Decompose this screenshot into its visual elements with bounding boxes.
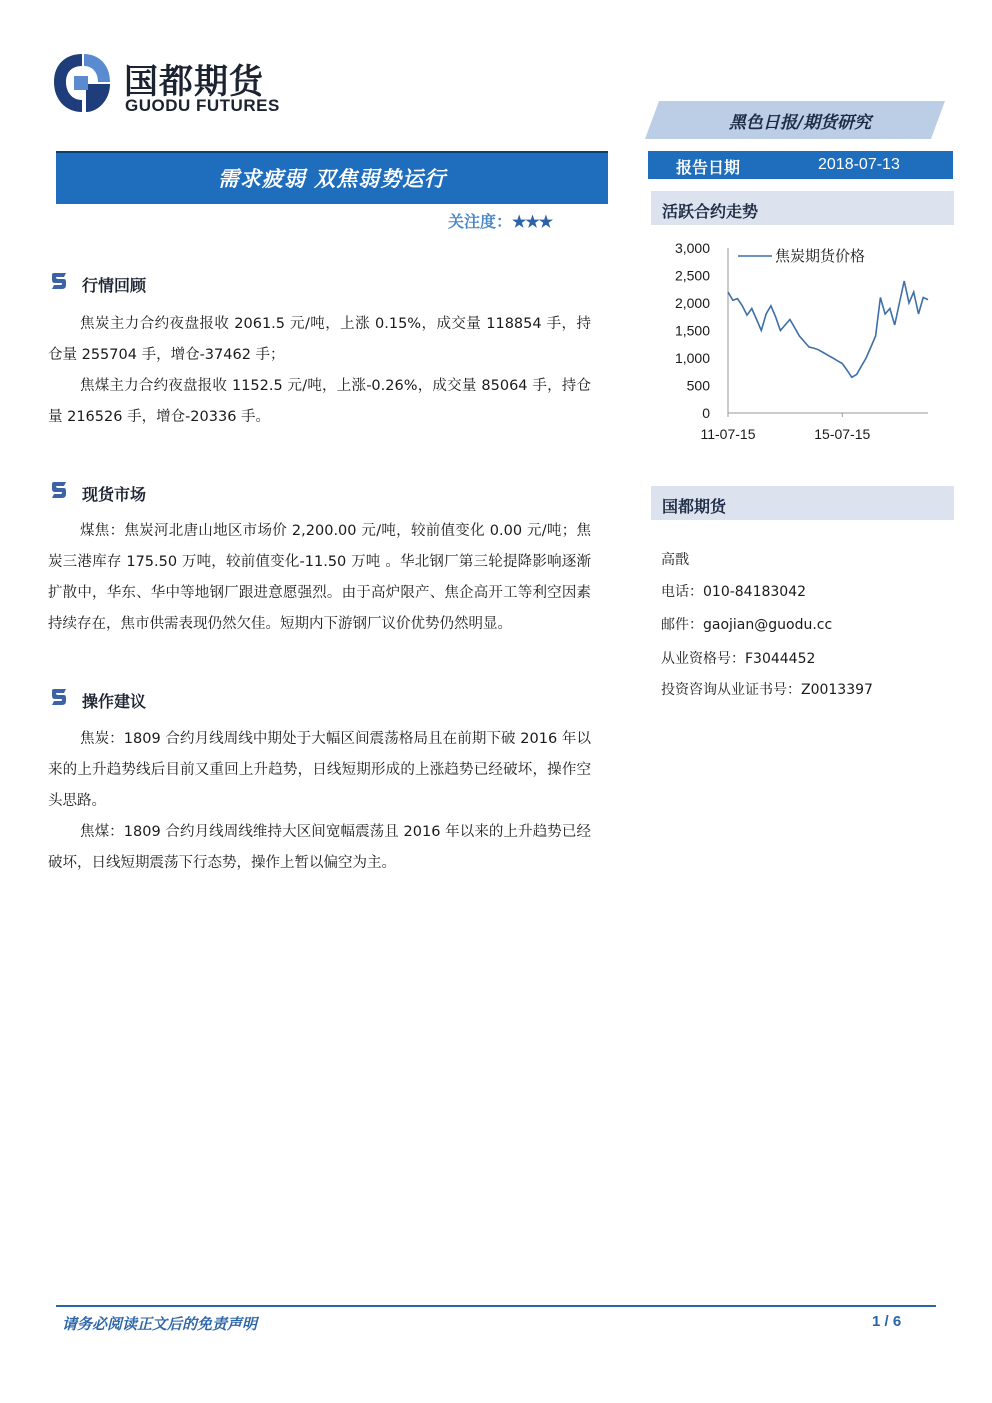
price-trend-chart — [650, 235, 950, 450]
section-bullet-icon — [50, 689, 68, 705]
analyst-advisory-cert: 投资咨询从业证书号：Z0013397 — [661, 682, 873, 698]
paragraph: 焦炭：1809 合约月线周线中期处于大幅区间震荡格局且在前期下破 2016 年以来的上升趋势线后目前又重回上升趋势，日线短期形成的上涨趋势已经破坏，操作空头思路。 — [48, 731, 591, 809]
analyst-license: 从业资格号：F3044452 — [661, 651, 816, 667]
section-bullet-icon — [50, 482, 68, 498]
footer-divider — [56, 1305, 936, 1307]
logo-chinese-name: 国都期货 — [124, 62, 264, 102]
chart-axes — [728, 248, 928, 413]
report-date-value: 2018-07-13 — [818, 156, 900, 173]
y-tick-label: 3,000 — [674, 240, 710, 256]
focus-label: 关注度： — [448, 212, 513, 231]
y-tick-label: 1,000 — [674, 350, 710, 366]
chart-header: 活跃合约走势 — [662, 202, 759, 221]
trading-advice-text — [48, 724, 591, 879]
report-date-label: 报告日期 — [676, 158, 741, 177]
analyst-email[interactable]: 邮件：gaojian@guodu.cc — [661, 617, 833, 633]
section-heading-spot-market: 现货市场 — [82, 485, 147, 504]
focus-rating — [448, 209, 552, 232]
section-bullet-icon — [50, 273, 68, 289]
report-title: 需求疲弱 双焦弱势运行 — [217, 166, 447, 191]
paragraph: 焦炭主力合约夜盘报收 2061.5 元/吨，上涨 0.15%，成交量 118854 手，持仓量 255704 手，增仓-37462 手； — [48, 316, 591, 363]
y-tick-label: 2,500 — [674, 267, 710, 284]
paragraph: 煤焦：焦炭河北唐山地区市场价 2,200.00 元/吨，较前值变化 0.00 元/吨；焦炭三港库存 175.50 万吨，较前值变化-11.50 万吨 。华北钢厂第三轮提降影响逐渐扩散中，华东、华中等地钢厂跟进意愿强烈。由于高炉限产、焦企高开工等利空因素持续存在，焦市供需表现仍然欠佳。短期内下游钢厂议价优势仍然明显。 — [48, 523, 591, 632]
guodu-logo-icon — [52, 52, 112, 114]
section-heading-market-review: 行情回顾 — [82, 276, 147, 295]
company-header: 国都期货 — [662, 497, 727, 516]
logo-english-name: GUODU FUTURES — [125, 96, 280, 115]
y-tick-label: 1,500 — [674, 322, 710, 339]
x-tick-label: 11-07-15 — [700, 426, 756, 442]
analyst-name: 高戬 — [661, 552, 689, 568]
analyst-phone: 电话：010-84183042 — [661, 584, 807, 600]
y-tick-label: 500 — [686, 377, 710, 394]
page-number: 1 / 6 — [872, 1313, 902, 1330]
spot-market-text — [48, 516, 591, 640]
y-tick-label: 2,000 — [674, 295, 710, 311]
y-tick-label: 0 — [702, 405, 710, 421]
market-review-text — [48, 309, 591, 433]
paragraph: 焦煤：1809 合约月线周线维持大区间宽幅震荡且 2016 年以来的上升趋势已经破坏，日线短期震荡下行态势，操作上暂以偏空为主。 — [48, 824, 591, 871]
disclaimer-notice[interactable]: 请务必阅读正文后的免责声明 — [62, 1315, 258, 1333]
star-rating-icon: ★★★ — [512, 212, 553, 231]
section-heading-trading-advice: 操作建议 — [82, 692, 147, 711]
x-tick-label: 15-07-15 — [814, 426, 871, 442]
category-banner: 黑色日报/期货研究 — [728, 113, 872, 133]
legend-label: 焦炭期货价格 — [775, 247, 866, 265]
paragraph: 焦煤主力合约夜盘报收 1152.5 元/吨，上涨-0.26%，成交量 85064 手，持仓量 216526 手，增仓-20336 手。 — [48, 378, 591, 425]
series-line-coke-price — [728, 281, 928, 377]
